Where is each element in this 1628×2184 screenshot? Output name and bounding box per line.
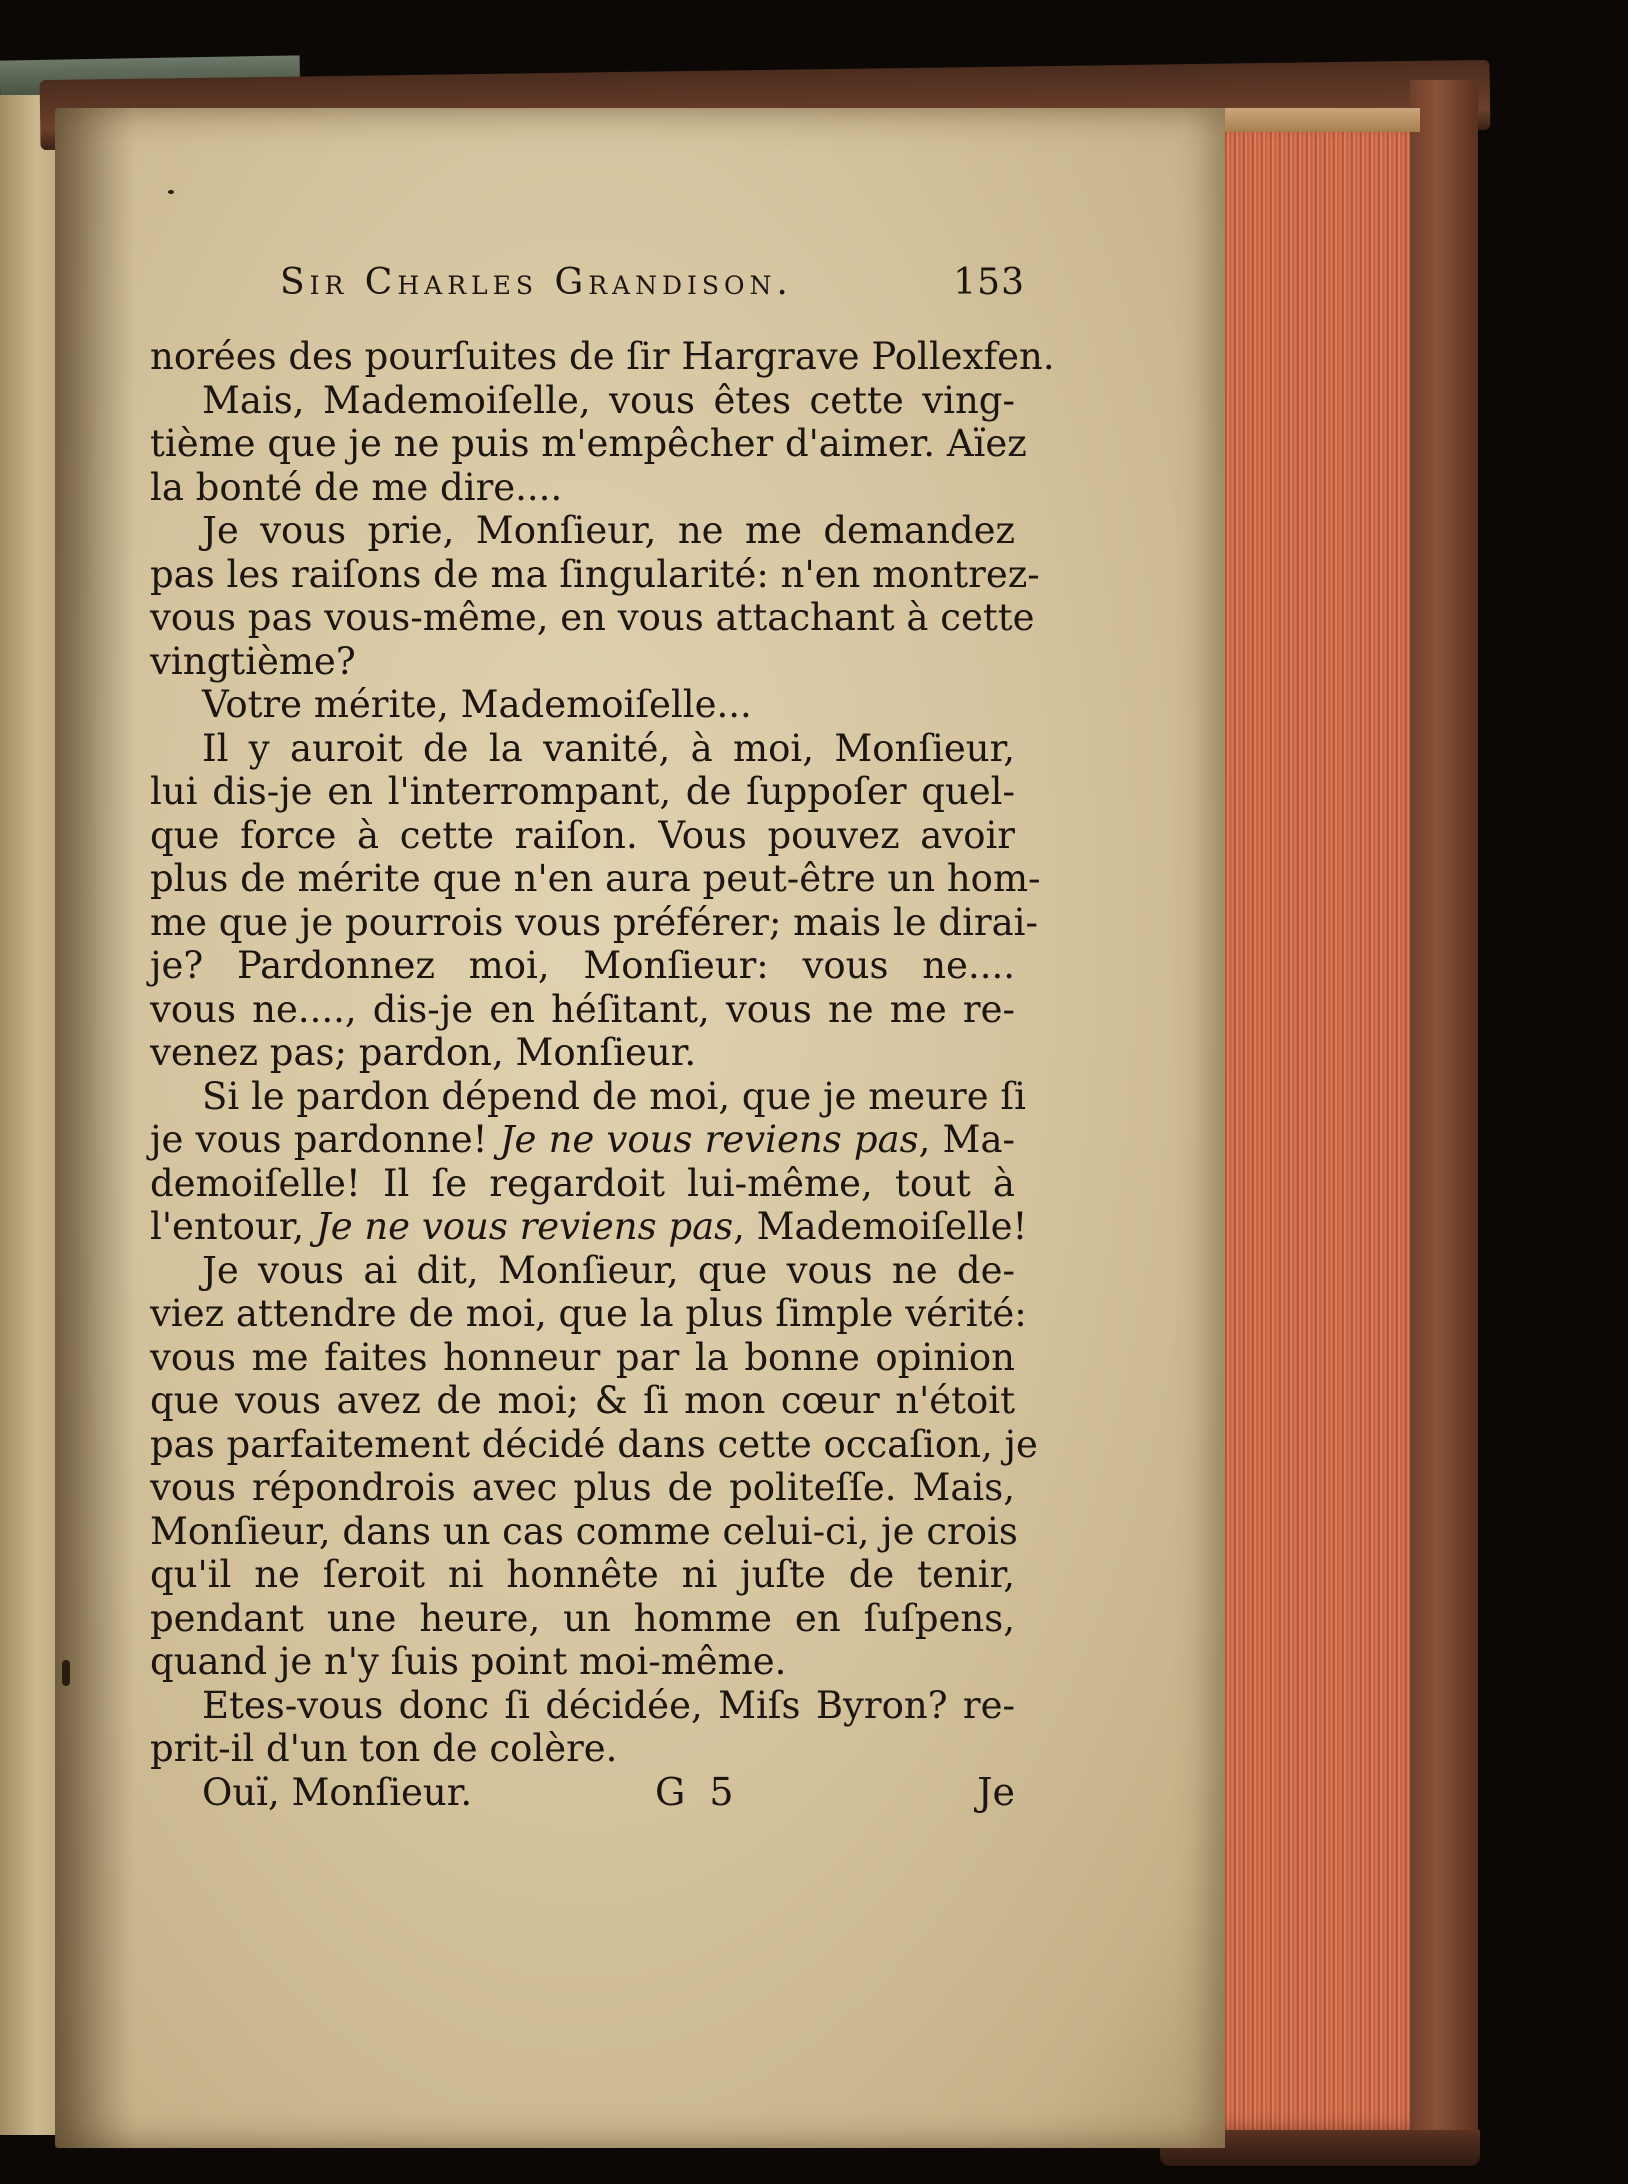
text-segment: vous me faites honneur par la bonne opinion: [150, 1335, 1015, 1379]
text-segment: Je vous prie, Monſieur, ne me demandez: [202, 509, 1015, 552]
text-line: [150, 1466, 1015, 1510]
book-cover-right: [1410, 80, 1478, 2155]
text-segment: norées des pourſuites de ſir Hargrave Pollexfen.: [150, 335, 1055, 378]
text-segment: Mais, Mademoiſelle, vous êtes cette ving-: [202, 378, 1015, 422]
text-line: [150, 1336, 1015, 1380]
text-line: [150, 1597, 1015, 1641]
text-line: [150, 814, 1015, 858]
text-segment: venez pas; pardon, Monſieur.: [150, 1031, 697, 1074]
text-segment: pendant une heure, un homme en ſuſpens,: [150, 1596, 1015, 1640]
text-line: [150, 1422, 1038, 1467]
text-line: [150, 1162, 1015, 1206]
text-segment: que vous avez de moi; & ſi mon cœur n'étoit: [150, 1379, 1015, 1422]
text-line: [150, 988, 1015, 1032]
text-line: [150, 1684, 1015, 1728]
running-head: [280, 262, 1025, 303]
text-segment: Si le pardon dépend de moi, que je meure ſi: [202, 1074, 1026, 1118]
text-line: [150, 1509, 1018, 1554]
text-segment: Ouï, Monſieur.: [202, 1770, 473, 1814]
page-gutter-shadow: [55, 108, 135, 2148]
ink-speck: [62, 1660, 70, 1686]
text-line: [150, 552, 1040, 597]
text-line: [150, 1031, 1015, 1075]
text-segment: prit-il d'un ton de colère.: [150, 1727, 618, 1770]
body-text: [150, 335, 1055, 1814]
text-segment: Je vous ai dit, Monſieur, que vous ne de-: [202, 1248, 1015, 1292]
text-segment: vous répondrois avec plus de politeſſe. Mais,: [150, 1466, 1015, 1509]
text-segment: je vous pardonne!: [150, 1118, 500, 1161]
text-line: [150, 1249, 1015, 1293]
text-segment: Etes-vous donc ſi décidée, Miſs Byron? re-: [202, 1683, 1015, 1727]
text-line: [150, 379, 1015, 423]
text-segment: lui dis-je en l'interrompant, de ſuppoſer quel-: [150, 770, 1015, 813]
text-segment: plus de mérite que n'en aura peut-être un hom-: [150, 857, 1041, 900]
text-line: [150, 857, 1041, 901]
text-segment: pas parfaitement décidé dans cette occaſion, je: [150, 1422, 1038, 1466]
text-line: [150, 944, 1015, 988]
page-footer: [150, 1770, 1015, 1820]
text-line: [150, 1074, 1026, 1119]
text-line: [150, 683, 1015, 727]
text-line: [150, 1379, 1015, 1423]
running-title: Sir Charles Grandison.: [280, 262, 793, 303]
text-segment: vingtième?: [150, 639, 356, 683]
text-segment: demoiſelle! Il ſe regardoit lui-même, tout à: [150, 1161, 1015, 1205]
italic-phrase: Je ne vous reviens pas: [499, 1118, 919, 1161]
ink-speck: [168, 190, 174, 194]
text-segment: vous pas vous-même, en vous attachant à cette: [150, 596, 1035, 639]
text-line: [150, 1640, 1015, 1684]
text-segment: Votre mérite, Mademoiſelle...: [202, 683, 752, 726]
italic-phrase: Je ne vous reviens pas: [315, 1205, 734, 1248]
text-segment: la bonté de me dire....: [150, 465, 563, 509]
text-segment: Monſieur, dans un cas comme celui-ci, je crois: [150, 1509, 1018, 1553]
text-line: [150, 900, 1038, 945]
text-segment: je? Pardonnez moi, Monſieur: vous ne....: [150, 944, 1015, 987]
text-line: [150, 727, 1015, 771]
text-line: [150, 1727, 1015, 1771]
text-segment: tième que je ne puis m'empêcher d'aimer. Aïez: [150, 422, 1027, 465]
catchword: Je: [977, 1770, 1015, 1814]
text-line: [150, 770, 1015, 814]
text-segment: Il y auroit de la vanité, à moi, Monſieur,: [202, 726, 1015, 770]
text-segment: que force à cette raiſon. Vous pouvez avoir: [150, 813, 1015, 857]
text-segment: qu'il ne ſeroit ni honnête ni juſte de tenir,: [150, 1553, 1015, 1596]
text-segment: vous ne...., dis-je en héſitant, vous ne me re-: [150, 987, 1015, 1031]
text-line: [150, 509, 1015, 553]
page-number: 153: [953, 262, 1025, 303]
text-line: [150, 1118, 1015, 1162]
facing-page-edge: [0, 95, 62, 2135]
text-segment: l'entour,: [150, 1205, 316, 1248]
text-line: [150, 422, 1027, 466]
text-line: [150, 1205, 1028, 1249]
text-line: [150, 1553, 1015, 1597]
signature-mark: G 5: [655, 1770, 740, 1814]
text-segment: quand je n'y ſuis point moi-même.: [150, 1640, 787, 1683]
text-line: [150, 466, 1015, 510]
text-segment: , Mademoiſelle!: [733, 1205, 1028, 1248]
text-segment: pas les raiſons de ma ſingularité: n'en montrez-: [150, 552, 1040, 596]
text-segment: , Ma-: [918, 1118, 1016, 1161]
text-segment: me que je pourrois vous préférer; mais le dirai-: [150, 900, 1038, 944]
text-line: [150, 1292, 1027, 1336]
text-line: [150, 640, 1015, 684]
text-line: [150, 335, 1055, 379]
text-line: [150, 596, 1035, 640]
text-segment: viez attendre de moi, que la plus ſimple vérité:: [150, 1292, 1027, 1335]
